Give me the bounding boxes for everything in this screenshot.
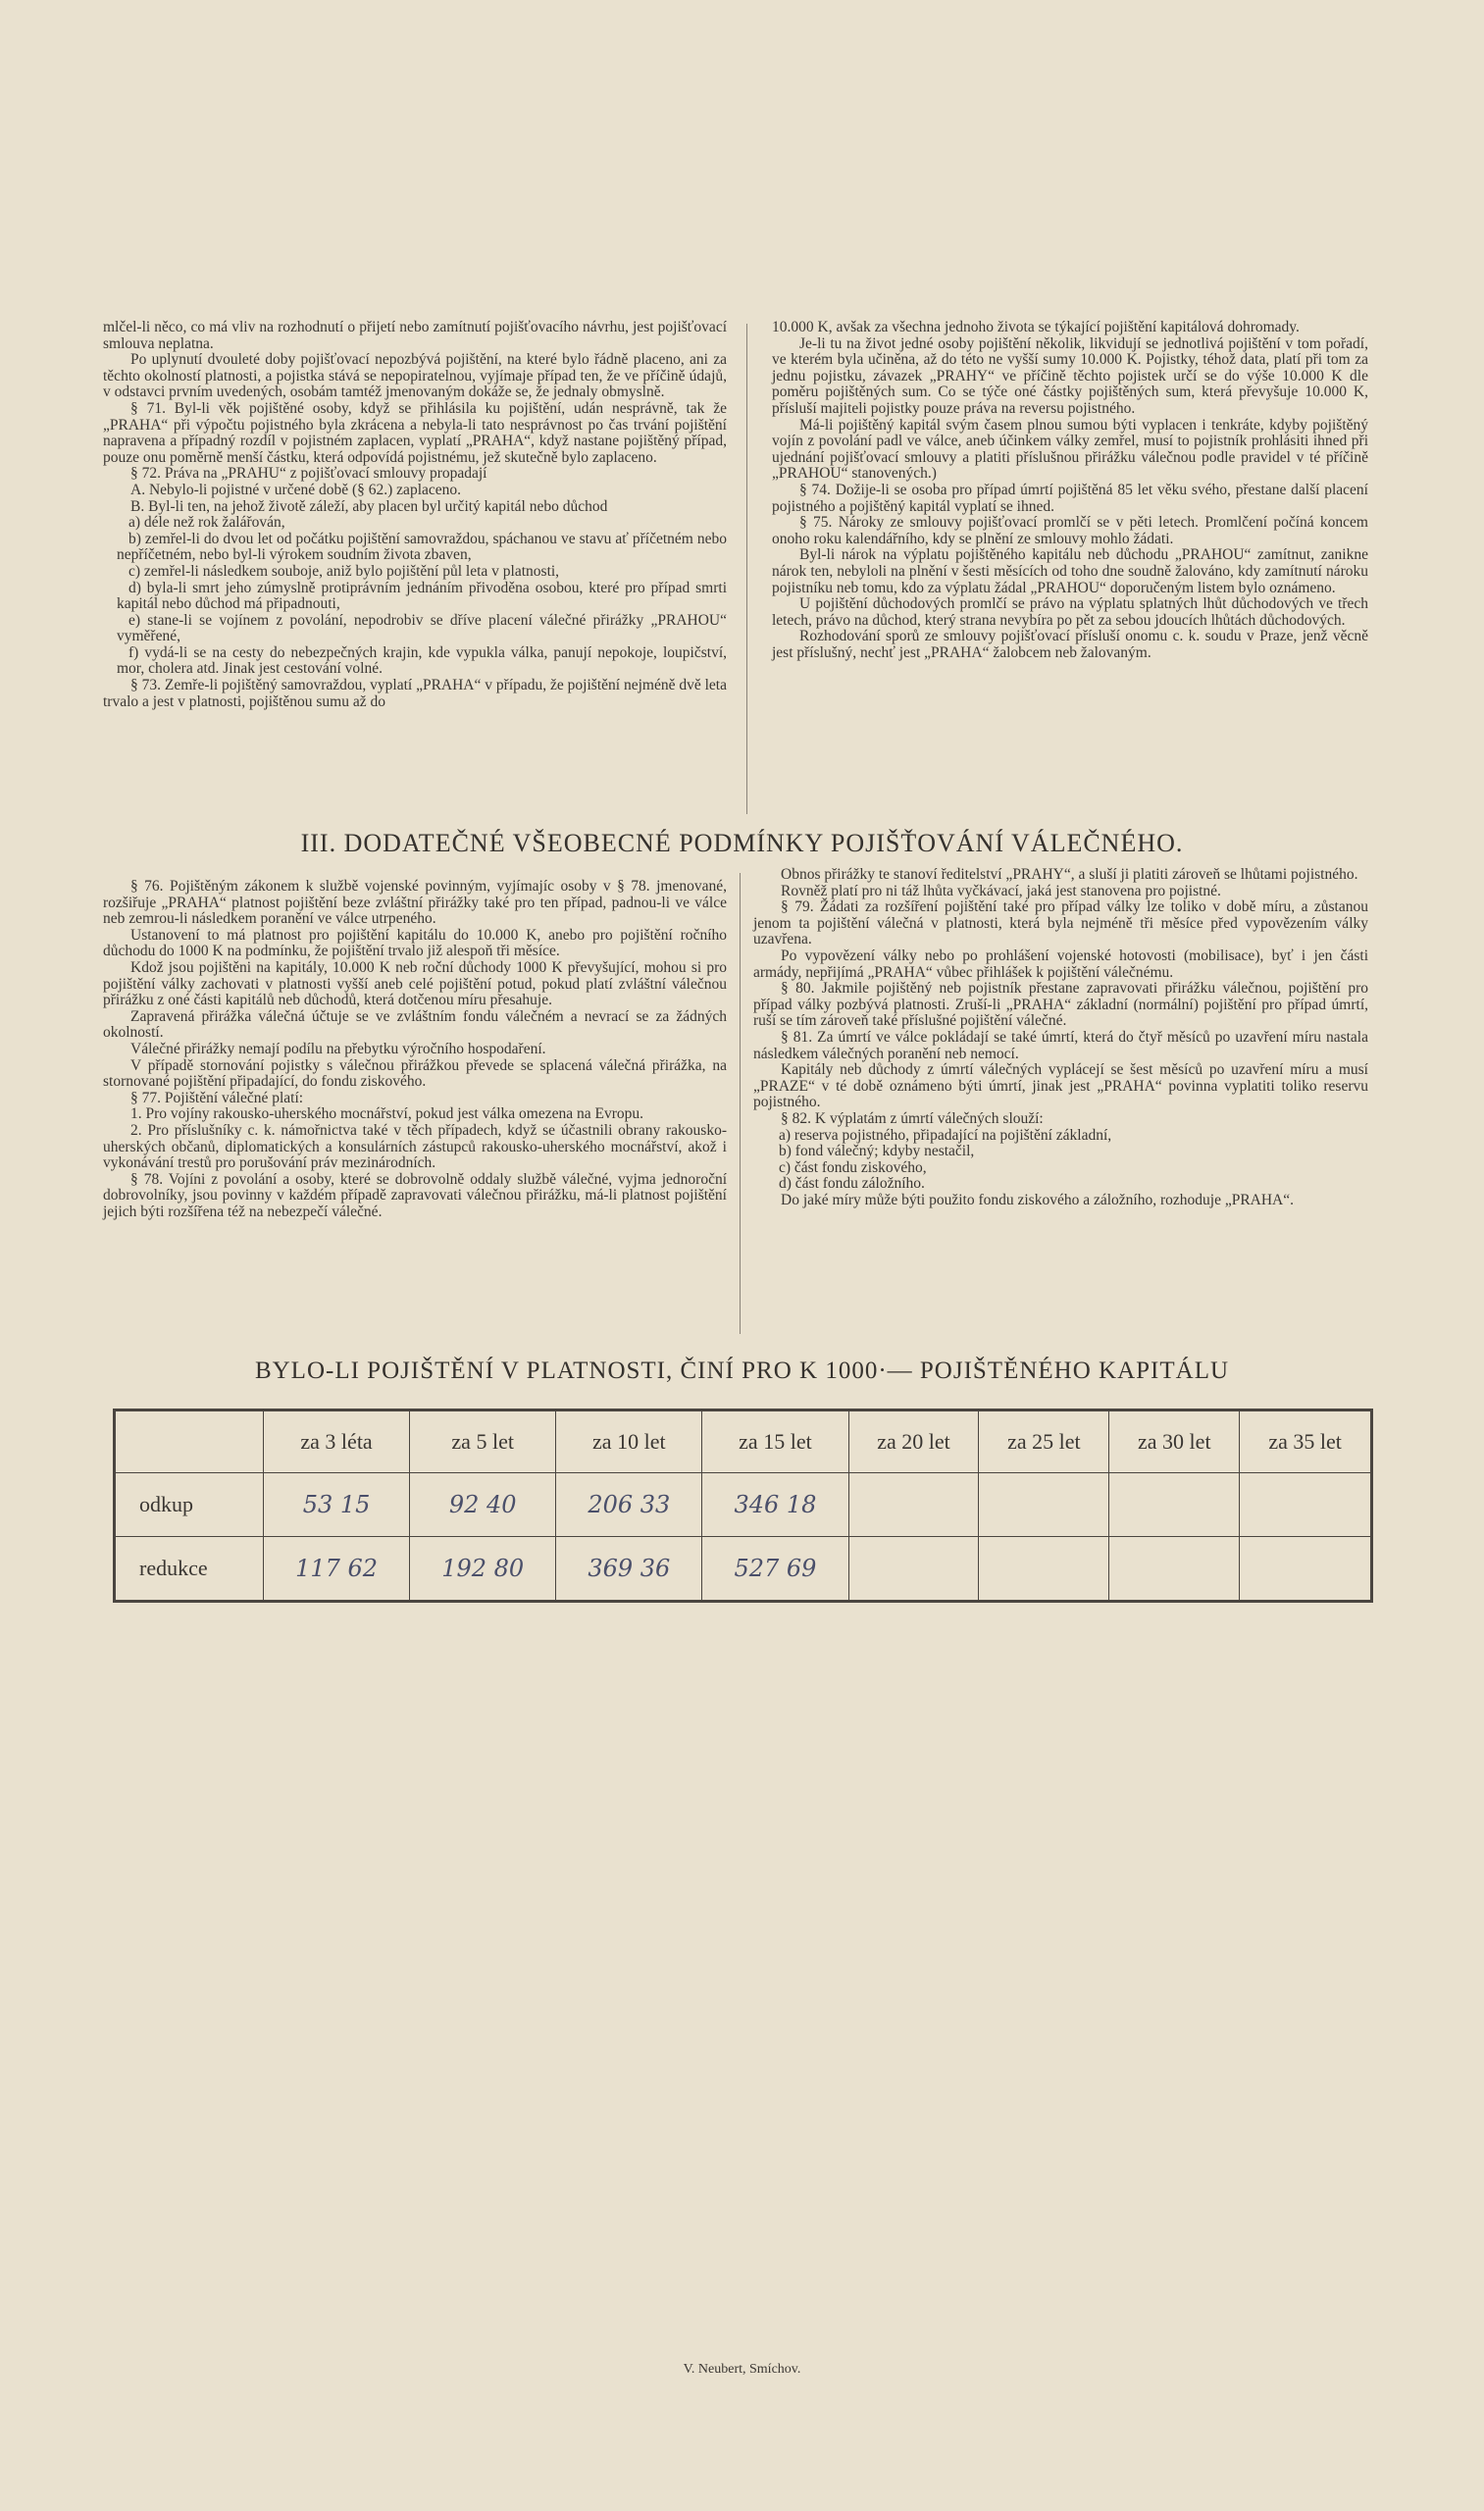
column-header: za 3 léta [264,1410,410,1473]
paragraph: 1. Pro vojíny rakousko-uherského mocnářství, pokud jest válka omezena na Evropu. [130,1105,644,1123]
paragraph: Rovněž platí pro ni táž lhůta vyčkávací, jaká jest stanovena pro pojistné. [781,882,1221,899]
table-corner-cell [115,1410,264,1473]
table-cell: 527 69 [702,1537,848,1602]
table-cell [979,1473,1109,1537]
paragraph: § 80. Jakmile pojištěný neb pojistník přestane zapravovati přirážku válečnou, pojištění pro případ války pozbývá platnosti. Zruší-li „PRAHA“ základní (normální) pojištění pro případ úmrtí, ruší se tím zároveň také příslušné pojištění válečné. [753,980,1368,1030]
table-cell [848,1473,979,1537]
paragraph: § 82. K výplatám z úmrtí válečných slouží: [781,1109,1044,1127]
paragraph: Ustanovení to má platnost pro pojištění kapitálu do 10.000 K, anebo pro pojištění ročního důchodu do 1000 K na podmínku, že pojištění trvalo již alespoň tři měsíce. [103,926,727,960]
paragraph: Do jaké míry může býti použito fondu ziskového a záložního, rozhoduje „PRAHA“. [781,1191,1294,1208]
paragraph: a) déle než rok žalářován, [128,514,285,532]
column-divider [740,873,741,1334]
column-header: za 20 let [848,1410,979,1473]
paragraph: c) část fondu ziskového, [779,1158,927,1176]
paragraph: A. Nebylo-li pojistné v určené době (§ 62.) zaplaceno. [130,481,462,498]
paragraph: Zapravená přirážka válečná účtuje se ve zvláštním fondu válečném a nevrací se za žádných okolností. [103,1007,727,1042]
text-column-upper-right [772,320,1368,661]
table-cell [1109,1537,1240,1602]
paragraph: a) reserva pojistného, připadající na pojištění základní, [779,1126,1112,1144]
table-cell [1109,1473,1240,1537]
table-cell [1240,1537,1372,1602]
paragraph: U pojištění důchodových promlčí se právo na výplatu splatných lhůt důchodových ve třech letech, právo na důchod, který strana nevybíra po pět za sebou jdoucích lhůtách důchodových. [772,595,1368,629]
paragraph: Rozhodování sporů ze smlouvy pojišťovací přísluší onomu c. k. soudu v Praze, jenž věcně jest příslušný, nechť jest „PRAHA“ žalobcem neb žalovaným. [772,628,1368,661]
table-cell: 92 40 [410,1473,556,1537]
surrender-value-table [113,1409,1373,1603]
table-cell: 192 80 [410,1537,556,1602]
table-cell: 53 15 [264,1473,410,1537]
paragraph: c) zemřel-li následkem souboje, aniž bylo pojištění půl leta v platnosti, [128,562,560,580]
table-header-row [115,1410,1372,1473]
section-heading: III. DODATEČNÉ VŠEOBECNÉ PODMÍNKY POJIŠŤOVÁNÍ VÁLEČNÉHO. [300,829,1184,857]
paragraph: B. Byl-li ten, na jehož životě záleží, aby placen byl určitý kapitál nebo důchod [130,497,608,515]
paragraph: d) část fondu záložního. [779,1175,925,1193]
table-cell [848,1537,979,1602]
paragraph: § 74. Dožije-li se osoba pro případ úmrtí pojištěná 85 let věku svého, přestane další placení pojistného a pojištěný kapitál vyplatí se ihned. [772,481,1368,515]
table-cell [1240,1473,1372,1537]
paragraph: § 76. Pojištěným zákonem k službě vojenské povinným, vyjímajíc osoby v § 78. jmenované, rozšiřuje „PRAHA“ platnost pojištění beze zvláštní přirážky také pro ten případ, padnou-li ve válce neb zemrou-li následkem poranění ve válce utrpeného. [103,878,727,928]
text-column-lower-right [753,867,1368,1208]
paragraph: Kapitály neb důchody z úmrtí válečných vyplácejí se šest měsíců po uzavření míru a musí „PRAZE“ v té době oznámeno býti úmrtí, jinak jest „PRAHA“ povinna vyplatiti toliko reservu pojistného. [753,1061,1368,1111]
table-row-odkup [115,1473,1372,1537]
text-column-lower-left [103,879,727,1220]
column-header: za 25 let [979,1410,1109,1473]
table-cell: 117 62 [264,1537,410,1602]
paragraph: V případě stornování pojistky s válečnou přirážkou převede se splacená válečná přirážka, na stornované pojištění připadající, do fondu ziskového. [103,1056,727,1091]
column-divider [746,324,747,814]
table-cell [979,1537,1109,1602]
table-cell: 369 36 [556,1537,702,1602]
paragraph: 2. Pro příslušníky c. k. námořnictva také v těch případech, když se účastnili obrany rakousko-uherských občanů, diplomatických a konsulárních zástupců rakousko-uherského mocnářství, akož i vykonávání trestů pro porušování práv mezinárodních. [103,1121,727,1172]
table-heading: BYLO-LI POJIŠTĚNÍ V PLATNOSTI, ČINÍ PRO K 1000·— POJIŠTĚNÉHO KAPITÁLU [254,1358,1230,1384]
column-header: za 35 let [1240,1410,1372,1473]
paragraph: § 73. Zemře-li pojištěný samovraždou, vyplatí „PRAHA“ v případu, že pojištění nejméně dvě leta trvalo a jest v platnosti, pojištěnou sumu až do [103,677,727,710]
row-label: redukce [115,1537,264,1602]
paragraph: b) zemřel-li do dvou let od počátku pojištění samovraždou, spáchanou ve stavu ať příčetném nebo nepříčetném, nebo byl-li výrokem soudním života zbaven, [117,530,727,564]
paragraph: f) vydá-li se na cesty do nebezpečných krajin, kde vypukla válka, panují nepokoje, loupičství, mor, cholera atd. Jinak jest cestování volné. [117,643,727,678]
column-header: za 5 let [410,1410,556,1473]
paragraph: Po vypovězení války nebo po prohlášení vojenské hotovosti (mobilisace), byť i jen části armády, nepřijímá „PRAHA“ vůbec přihlášek k pojištění válečnému. [753,947,1368,981]
column-header: za 15 let [702,1410,848,1473]
paragraph: § 78. Vojíni z povolání a osoby, které se dobrovolně oddaly službě válečné, vyjma jednoroční dobrovolníky, jsou povinny v každém případě zapravovati válečnou přirážku, má-li platnost pojištění jejich býti rozšířena též na nebezpečí válečné. [103,1170,727,1220]
table-cell: 206 33 [556,1473,702,1537]
paragraph: § 72. Práva na „PRAHU“ z pojišťovací smlouvy propadají [130,465,487,483]
paragraph: Válečné přirážky nemají podílu na přebytku výročního hospodaření. [130,1040,546,1057]
paragraph: Po uplynutí dvouleté doby pojišťovací nepozbývá pojištění, na které bylo řádně placeno, ani za těchto okolností platnosti, a pojistka stává se nepopiratelnou, vyjímaje případ ten, že ve příčině údajů, v odstavci prvním uvedených, osobám tamtéž jmenovaným dokáže se, že jednaly obmyslně. [103,351,727,401]
paragraph: 10.000 K, avšak za všechna jednoho života se týkající pojištění kapitálová dohromady. [772,319,1300,335]
paragraph: § 79. Žádati za rozšíření pojištění také pro případ války lze toliko v době míru, a zůstanou jenom ta pojištění válečná v platnosti, která byla nejméně tři měsíce před vypovězením války uzavřena. [753,898,1368,948]
paragraph: § 71. Byl-li věk pojištěné osoby, když se přihlásila ku pojištění, udán nesprávně, tak že „PRAHA“ při výpočtu pojistného byla zkrácena a nebyla-li tato nesprávnost po čas trvání pojištění napravena a případný rozdíl v pojistném zaplacen, vyplatí „PRAHA“, když nastane pojištěný případ, pouze onu poměrně menší částku, která odpovídá pojistnému, jež skutečně bylo zaplaceno. [103,399,727,466]
row-label: odkup [115,1473,264,1537]
paragraph: Má-li pojištěný kapitál svým časem plnou sumou býti vyplacen i tenkráte, kdyby pojištěný vojín z povolání padl ve válce, aneb účinkem války zemřel, musí to pojistník prohlásiti ihned při ujednání pojišťovací smlouvy a platiti příslušnou přirážku válečnou podle pravidel v té příčině „PRAHOU“ stanovených.) [772,416,1368,483]
paragraph: § 81. Za úmrtí ve válce pokládají se také úmrtí, která do čtyř měsíců po uzavření míru nastala následkem válečných poranění neb nemocí. [753,1028,1368,1062]
paragraph: Byl-li nárok na výplatu pojištěného kapitálu neb důchodu „PRAHOU“ zamítnut, zanikne nárok ten, nebyloli na plnění v šesti měsících od toho dne soudně žalováno, kdy zamítnutí nároku pojistníku neb tomu, kdo za výplatu žádal „PRAHOU“ doporučeným listem bylo oznámeno. [772,546,1368,596]
table-cell: 346 18 [702,1473,848,1537]
paragraph: Obnos přirážky te stanoví ředitelství „PRAHY“, a sluší ji platiti zároveň se lhůtami pojistného. [781,866,1358,883]
paragraph: mlčel-li něco, co má vliv na rozhodnutí o přijetí nebo zamítnutí pojišťovacího návrhu, jest pojišťovací smlouva neplatna. [103,319,727,352]
paragraph: e) stane-li se vojínem z povolání, nepodrobiv se dříve placení válečné přirážky „PRAHOU“ vyměřené, [117,611,727,645]
printer-imprint: V. Neubert, Smíchov. [683,2362,801,2377]
paragraph: Je-li tu na život jedné osoby pojištění několik, likvidují se jednotlivá pojištění v tom pořadí, ve kterém byla učiněna, až do této ne vyšší sumy 10.000 K. Pojistky, téhož data, platí při tom za jednu pojistku, závazek „PRAHY“ ve příčině těchto pojistek určí se do výše 10.000 K dle poměru pojištěných sum. Co se týče oné částky pojištěných sum, která převyšuje 10.000 K, přísluší majiteli pojistky pouze práva na reversu pojistného. [772,334,1368,417]
paragraph: b) fond válečný; kdyby nestačil, [779,1143,975,1160]
column-header: za 30 let [1109,1410,1240,1473]
text-column-upper-left [103,320,727,710]
paragraph: Kdož jsou pojištěni na kapitály, 10.000 K neb roční důchody 1000 K převyšující, mohou si pro pojištění války zachovati v platnosti vyšší aneb celé pojištění potud, pokud platí zvláštní válečnou přirážku z oné části kapitálů neb důchodů, která dotčenou míru přesahuje. [103,958,727,1009]
paragraph: d) byla-li smrt jeho zúmyslně protiprávním jednáním přivoděna osobou, které pro případ smrti kapitál nebo důchod má připadnouti, [117,579,727,613]
column-header: za 10 let [556,1410,702,1473]
paragraph: § 75. Nároky ze smlouvy pojišťovací promlčí se v pěti letech. Promlčení počíná koncem onoho roku kalendářního, kdy se plnění ze smlouvy mohlo žádati. [772,514,1368,547]
table-row-redukce [115,1537,1372,1602]
paragraph: § 77. Pojištění válečné platí: [130,1089,304,1106]
